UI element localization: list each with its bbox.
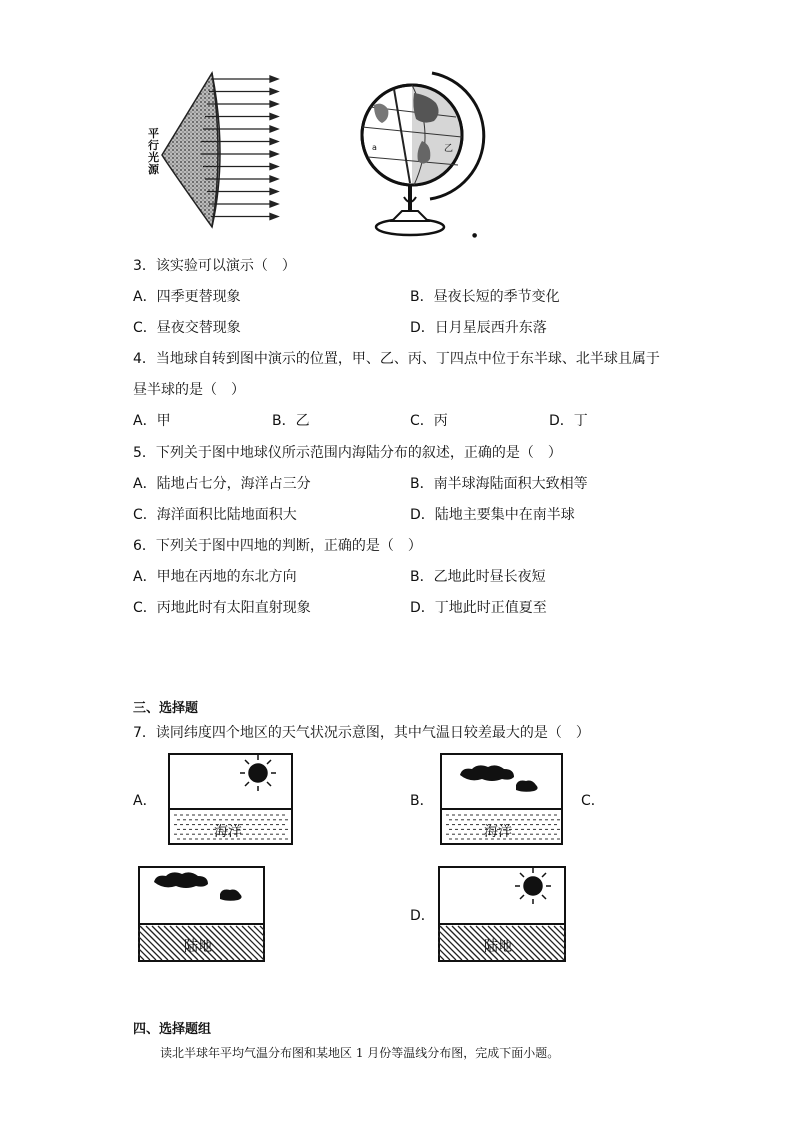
light-ray-arrowhead [270,176,278,182]
light-ray-arrowhead [270,76,278,82]
question-4-stem-line1: 4．当地球自转到图中演示的位置，甲、乙、丙、丁四点中位于东半球、北半球且属于 [133,351,660,367]
question-5-option-d[interactable]: D．陆地主要集中在南半球 [410,507,575,523]
land-hatch-line [104,926,138,960]
question-4-option-d[interactable]: D．丁 [549,413,588,429]
surface-label-b: 海洋 [484,824,512,840]
question-3-option-d[interactable]: D．日月星辰西升东落 [410,320,547,336]
q7-label-d[interactable]: D． [410,908,435,924]
question-5-option-b[interactable]: B．南半球海陆面积大致相等 [410,476,588,492]
light-ray-arrowhead [270,114,278,120]
section-4-intro: 读北半球年平均气温分布图和某地区 1 月份等温线分布图，完成下面小题。 [160,1046,560,1060]
q7-label-c[interactable]: C． [581,793,605,809]
section-4-title: 四、选择题组 [133,1022,212,1037]
question-6-option-a[interactable]: A．甲地在丙地的东北方向 [133,569,297,585]
weather-panel-a[interactable] [168,753,293,845]
globe-axis-dot: ● [472,232,478,239]
land-hatch-line [260,926,294,960]
question-6-stem: 6．下列关于图中四地的判断，正确的是（ ） [133,538,422,554]
surface-label-a: 海洋 [214,824,242,840]
question-4-stem-line2: 昼半球的是（ ） [133,382,245,398]
question-3-option-c[interactable]: C．昼夜交替现象 [133,320,241,336]
svg-text:乙: 乙 [444,144,454,154]
land-hatch-line [98,926,132,960]
light-ray-arrowhead [270,89,278,95]
land-hatch-line [398,926,432,960]
q7-label-b[interactable]: B． [410,793,434,809]
light-source-label: 平行光源 [148,127,159,176]
light-ray-arrowhead [270,139,278,145]
question-7-stem: 7．读同纬度四个地区的天气状况示意图，其中气温日较差最大的是（ ） [133,725,590,741]
question-4-option-b[interactable]: B．乙 [272,413,310,429]
weather-panel-c[interactable] [138,866,265,962]
question-5-option-a[interactable]: A．陆地占七分，海洋占三分 [133,476,311,492]
light-ray-arrowhead [270,189,278,195]
light-ray-arrowhead [270,101,278,107]
question-4-option-c[interactable]: C．丙 [410,413,448,429]
question-6-option-c[interactable]: C．丙地此时有太阳直射现象 [133,600,311,616]
surface-label-c: 陆地 [184,939,212,955]
weather-panel-b[interactable] [440,753,563,845]
land-hatch-line [404,926,438,960]
light-ray-arrowhead [270,164,278,170]
surface-label-d: 陆地 [484,939,512,955]
light-ray-arrowhead [270,151,278,157]
question-4-option-a[interactable]: A．甲 [133,413,171,429]
q7-label-a[interactable]: A． [133,793,157,809]
question-6-option-d[interactable]: D．丁地此时正值夏至 [410,600,547,616]
light-ray-arrowhead [270,201,278,207]
globe-diagram [352,65,482,240]
question-3-option-a[interactable]: A．四季更替现象 [133,289,241,305]
section-3-title: 三、选择题 [133,701,199,716]
question-6-option-b[interactable]: B．乙地此时昼长夜短 [410,569,546,585]
svg-text:a: a [372,143,377,152]
weather-panel-d[interactable] [438,866,566,962]
question-5-option-c[interactable]: C．海洋面积比陆地面积大 [133,507,297,523]
question-5-stem: 5．下列关于图中地球仪所示范围内海陆分布的叙述，正确的是（ ） [133,445,562,461]
question-3-stem: 3．该实验可以演示（ ） [133,258,296,274]
light-ray-arrowhead [270,126,278,132]
question-3-option-b[interactable]: B．昼夜长短的季节变化 [410,289,560,305]
light-ray-arrowhead [270,214,278,220]
